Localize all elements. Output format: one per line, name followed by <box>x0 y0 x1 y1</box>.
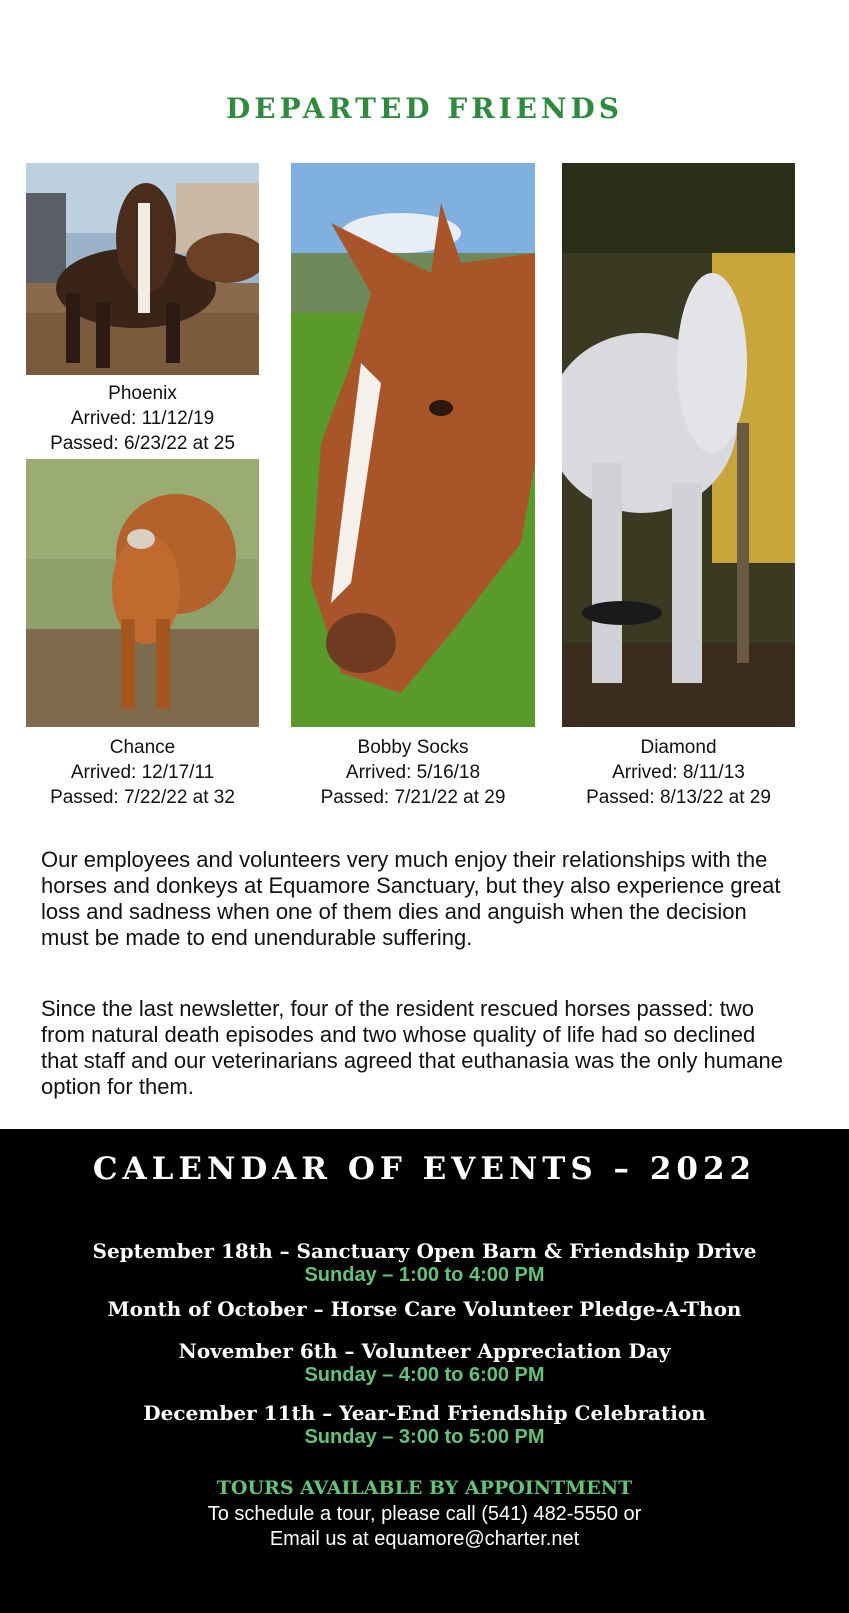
calendar-title: CALENDAR OF EVENTS – 2022 <box>92 1151 757 1187</box>
paragraph-passed: Since the last newsletter, four of the resident rescued horses passed: two from natural death episodes and two whose quality of life had so declined that staff and our veterinarians agreed that euthanasia was the only humane option for them. <box>41 996 783 1099</box>
departed-friends-title: DEPARTED FRIENDS <box>225 92 624 125</box>
chance-caption <box>26 735 259 810</box>
tours-phone-line: To schedule a tour, please call (541) 482-5550 or <box>207 1503 642 1525</box>
phoenix-photo <box>26 163 259 375</box>
tours-email-line: Email us at equamore@charter.net <box>269 1528 580 1550</box>
event-time: Sunday – 3:00 to 5:00 PM <box>304 1426 545 1448</box>
horse-name: Phoenix <box>108 383 177 404</box>
horse-name: Bobby Socks <box>357 737 469 758</box>
horse-arrived: Arrived: 5/16/18 <box>345 762 481 783</box>
phoenix-caption <box>26 381 259 456</box>
horse-arrived: Arrived: 12/17/11 <box>70 762 215 783</box>
event-name: September 18th – Sanctuary Open Barn & Friendship Drive <box>92 1239 757 1263</box>
diamond-photo <box>562 163 795 727</box>
horse-arrived: Arrived: 8/11/13 <box>612 762 745 783</box>
horse-name: Diamond <box>640 737 717 758</box>
calendar-section <box>0 1129 849 1613</box>
event-name: November 6th – Volunteer Appreciation Day <box>178 1339 671 1363</box>
event-time: Sunday – 4:00 to 6:00 PM <box>304 1364 545 1386</box>
bobby-socks-photo <box>291 163 535 727</box>
event-time: Sunday – 1:00 to 4:00 PM <box>304 1264 545 1286</box>
tours-heading: TOURS AVAILABLE BY APPOINTMENT <box>216 1477 633 1499</box>
horse-photo-icon <box>26 459 259 727</box>
horse-passed: Passed: 8/13/22 at 29 <box>586 787 771 808</box>
paragraph-loss: Our employees and volunteers very much enjoy their relationships with the horses and donkeys at Equamore Sanctuary, but they also experience great loss and sadness when one of them dies and anguish when the decision must be made to end unendurable suffering. <box>41 847 781 950</box>
horse-photo-icon <box>562 163 795 727</box>
event-name: Month of October – Horse Care Volunteer Pledge-A-Thon <box>107 1297 742 1321</box>
horse-name: Chance <box>109 737 176 758</box>
horse-photo-icon <box>26 163 259 375</box>
chance-photo <box>26 459 259 727</box>
horse-photo-icon <box>291 163 535 727</box>
horse-passed: Passed: 7/21/22 at 29 <box>320 787 506 808</box>
horse-arrived: Arrived: 11/12/19 <box>70 408 215 429</box>
horse-passed: Passed: 6/23/22 at 25 <box>50 433 235 454</box>
diamond-caption <box>562 735 795 810</box>
event-name: December 11th – Year-End Friendship Celebration <box>143 1401 706 1425</box>
bobby-socks-caption <box>291 735 535 810</box>
horse-passed: Passed: 7/22/22 at 32 <box>50 787 235 808</box>
